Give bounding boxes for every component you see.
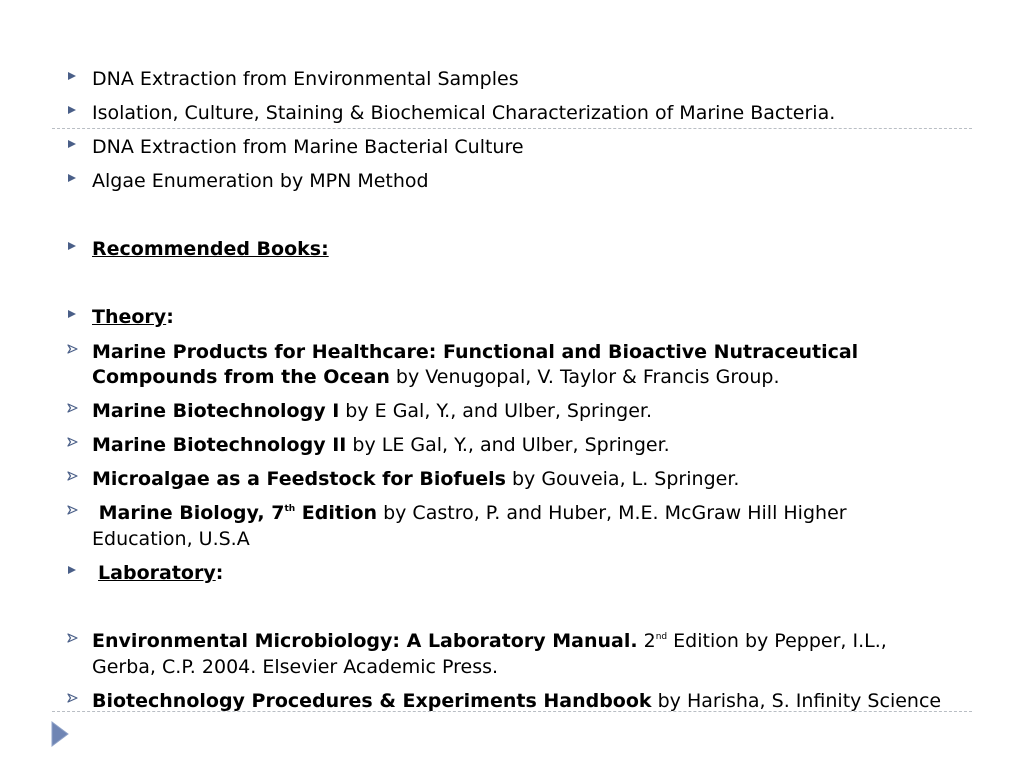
book-marine-biology-line2: Education, U.S.A (92, 528, 250, 550)
book-author: by E Gal, Y., and Ulber, Springer. (339, 400, 653, 422)
arrowhead-bullet-icon (62, 339, 82, 359)
book-marine-biotech-ii (92, 432, 972, 458)
arrowhead-bullet-icon (62, 628, 82, 648)
book-marine-products-line2 (92, 364, 972, 390)
recommended-books-heading: Recommended Books: (92, 238, 329, 260)
arrowhead-bullet-icon (62, 398, 82, 418)
theory-label: Theory (92, 306, 167, 328)
book-env-microbiology-line1 (92, 628, 972, 654)
laboratory-label: Laboratory (98, 562, 216, 584)
arrowhead-bullet-icon (62, 466, 82, 486)
book-title-continued: Compounds from the Ocean (92, 366, 390, 388)
book-marine-biology-line1 (92, 500, 972, 526)
book-author: by Castro, P. and Huber, M.E. McGraw Hill Higher (377, 502, 847, 524)
edition-superscript: th (284, 504, 296, 514)
bullet-triangle-icon (62, 100, 82, 120)
arrowhead-bullet-icon (62, 500, 82, 520)
book-title: Microalgae as a Feedstock for Biofuels (92, 468, 506, 490)
book-title: Marine Biology, 7 (92, 502, 285, 524)
bullet-triangle-icon (62, 66, 82, 86)
bullet-triangle-icon (62, 168, 82, 188)
book-marine-biotech-i (92, 398, 972, 424)
book-env-microbiology-line2: Gerba, C.P. 2004. Elsevier Academic Press. (92, 656, 499, 678)
book-author: by LE Gal, Y., and Ulber, Springer. (346, 434, 670, 456)
bullet-triangle-icon (62, 236, 82, 256)
book-author: by Venugopal, V. Taylor & Francis Group. (389, 366, 780, 388)
arrowhead-bullet-icon (62, 432, 82, 452)
book-author: by Harisha, S. Infinity Science (651, 690, 942, 712)
book-title-edition: Edition (295, 502, 378, 524)
arrowhead-bullet-icon (62, 688, 82, 708)
list-item-isolation-culture: Isolation, Culture, Staining & Biochemical Characterization of Marine Bacteria. (92, 102, 836, 124)
theory-colon: : (166, 306, 174, 328)
book-title: Marine Biotechnology II (92, 434, 347, 456)
bullet-triangle-icon (62, 134, 82, 154)
theory-heading (92, 304, 972, 330)
book-author: by Gouveia, L. Springer. (505, 468, 740, 490)
book-title: Environmental Microbiology: A Laboratory Manual. (92, 630, 638, 652)
book-title: Marine Products for Healthcare: Functional and Bioactive Nutraceutical (92, 341, 859, 363)
book-title: Biotechnology Procedures & Experiments Handbook (92, 690, 652, 712)
book-microalgae (92, 466, 972, 492)
book-author: Edition by Pepper, I.L., (667, 630, 887, 652)
laboratory-colon: : (215, 562, 224, 584)
bullet-triangle-icon (62, 304, 82, 324)
book-biotech-procedures (92, 688, 972, 714)
bullet-triangle-icon (62, 560, 82, 580)
list-item-dna-extraction-environmental: DNA Extraction from Environmental Samples (92, 68, 519, 90)
book-marine-products-line1 (92, 339, 972, 365)
book-title: Marine Biotechnology I (92, 400, 340, 422)
next-slide-triangle-icon[interactable] (50, 720, 70, 748)
list-item-dna-extraction-marine: DNA Extraction from Marine Bacterial Culture (92, 136, 524, 158)
list-item-algae-enumeration: Algae Enumeration by MPN Method (92, 170, 429, 192)
laboratory-heading (92, 560, 972, 586)
top-divider (52, 128, 972, 129)
edition-superscript: nd (655, 632, 668, 642)
book-edition: 2 (637, 630, 656, 652)
